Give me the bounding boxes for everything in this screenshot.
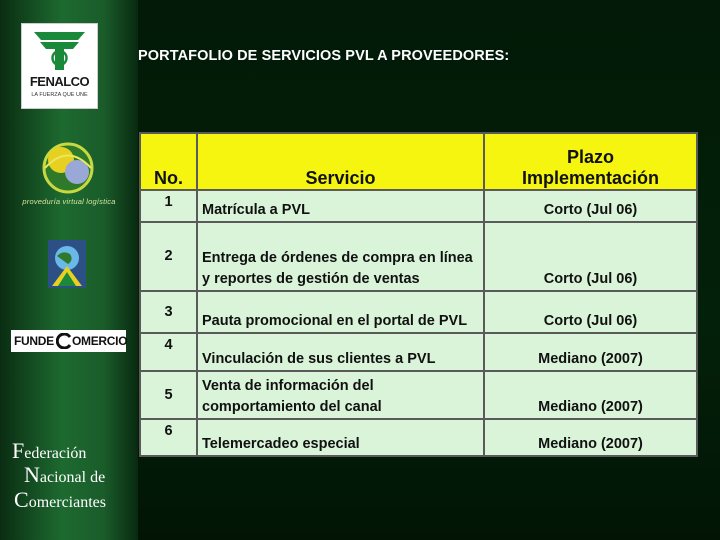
federacion-line-3: Comerciantes <box>14 487 106 512</box>
table-row <box>140 419 697 456</box>
row-servicio: Venta de información del comportamiento del canal <box>197 371 484 420</box>
fundecomercio-right: OMERCIO <box>72 334 128 348</box>
row-servicio: Telemercadeo especial <box>197 419 484 456</box>
globe-logo-icon <box>48 240 86 288</box>
header-plazo-line1: Plazo <box>566 147 614 167</box>
row-number: 3 <box>140 291 197 334</box>
row-plazo: Corto (Jul 06) <box>484 291 697 334</box>
row-plazo: Mediano (2007) <box>484 371 697 420</box>
row-plazo: Mediano (2007) <box>484 333 697 371</box>
header-servicio: Servicio <box>197 133 484 190</box>
services-table <box>139 132 696 457</box>
row-servicio: Matrícula a PVL <box>197 190 484 222</box>
row-plazo: Corto (Jul 06) <box>484 222 697 290</box>
table-row <box>140 371 697 420</box>
header-plazo-line2: Implementación <box>521 168 660 188</box>
header-no: No. <box>140 133 197 190</box>
row-plazo: Corto (Jul 06) <box>484 190 697 222</box>
row-servicio: Pauta promocional en el portal de PVL <box>197 291 484 334</box>
row-number: 4 <box>140 333 197 371</box>
fundecomercio-logo <box>11 330 126 352</box>
c-swirl-icon <box>56 333 72 349</box>
page-title: PORTAFOLIO DE SERVICIOS PVL A PROVEEDORES: <box>138 48 510 64</box>
table-row <box>140 291 697 334</box>
row-servicio: Vinculación de sus clientes a PVL <box>197 333 484 371</box>
fenalco-logo <box>21 23 98 109</box>
sidebar <box>0 0 138 540</box>
fundecomercio-left: FUNDE <box>14 334 54 348</box>
table-header-row <box>140 133 697 190</box>
row-plazo: Mediano (2007) <box>484 419 697 456</box>
table-row <box>140 190 697 222</box>
fenalco-tagline: LA FUERZA QUE UNE <box>31 92 88 98</box>
fenalco-emblem-icon <box>30 30 89 70</box>
federacion-line-2: Nacional de <box>24 462 106 487</box>
fenalco-name: FENALCO <box>29 74 90 89</box>
row-number: 1 <box>140 190 197 222</box>
row-number: 6 <box>140 419 197 456</box>
table-row <box>140 222 697 290</box>
federacion-line-1: Federación <box>12 438 87 463</box>
row-number: 2 <box>140 222 197 290</box>
row-number: 5 <box>140 371 197 420</box>
row-servicio: Entrega de órdenes de compra en línea y reportes de gestión de ventas <box>197 222 484 290</box>
pvl-caption: proveduría virtual logística <box>22 197 116 206</box>
header-plazo <box>484 133 697 190</box>
pvl-logo-icon <box>35 138 101 198</box>
table-row <box>140 333 697 371</box>
